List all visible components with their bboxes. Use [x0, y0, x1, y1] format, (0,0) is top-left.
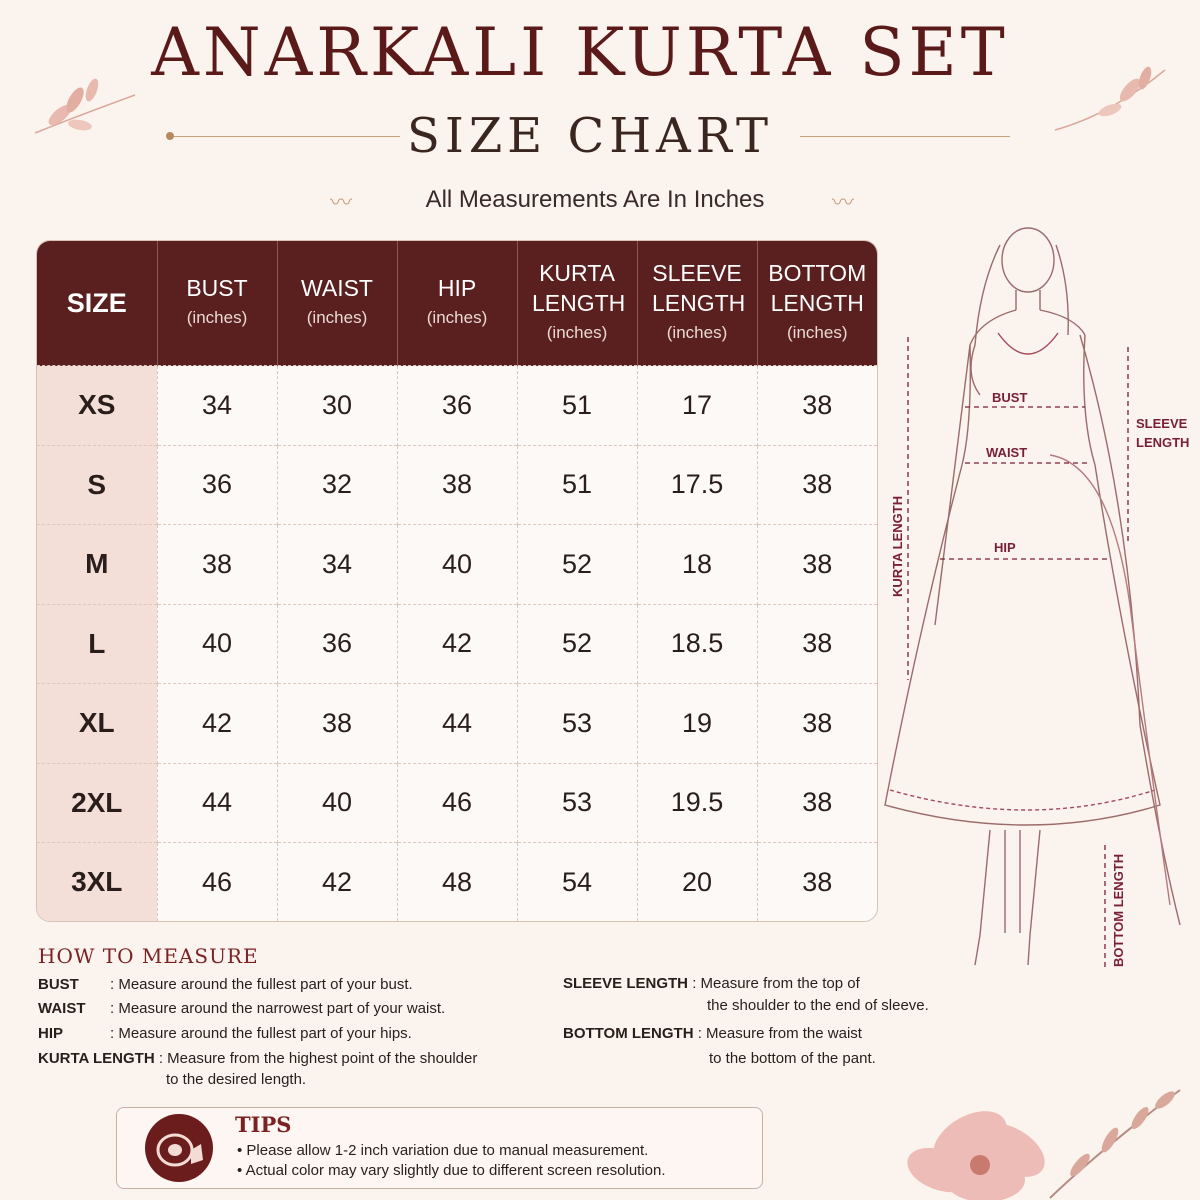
tips-box: [116, 1107, 763, 1189]
figure-label-sleeve-length-2: LENGTH: [1136, 435, 1190, 450]
measurement-cell: 38: [757, 763, 877, 843]
figure-label-sleeve-length-1: SLEEVE: [1136, 416, 1188, 431]
measure-item-bottom-length-cont: to the bottom of the pant.: [709, 1050, 876, 1067]
measurement-cell: 40: [157, 604, 277, 684]
table-row: [37, 445, 877, 525]
swirl-left-icon: 〰: [330, 190, 353, 215]
measurement-cell: 52: [517, 604, 637, 684]
measurement-cell: 38: [157, 525, 277, 605]
measurement-cell: 32: [277, 445, 397, 525]
measurement-cell: 30: [277, 366, 397, 446]
table-row: [37, 763, 877, 843]
column-header-waist: WAIST (inches): [277, 241, 397, 366]
table-row: [37, 604, 877, 684]
swirl-right-icon: 〰: [832, 190, 855, 215]
tips-title: TIPS: [235, 1112, 292, 1137]
figure-label-bust: BUST: [992, 390, 1028, 405]
table-row: [37, 684, 877, 764]
column-header-bottom-length: BOTTOM LENGTH (inches): [757, 241, 877, 366]
measurement-cell: 34: [157, 366, 277, 446]
measurement-cell: 38: [757, 843, 877, 921]
size-cell: S: [37, 445, 157, 525]
table-header-row: [37, 241, 877, 366]
measurement-cell: 38: [757, 445, 877, 525]
figure-label-hip: HIP: [994, 540, 1016, 555]
size-cell: L: [37, 604, 157, 684]
divider-right: [800, 136, 1010, 137]
measure-item-sleeve-length: SLEEVE LENGTH : Measure from the top of: [563, 975, 860, 992]
size-cell: XS: [37, 366, 157, 446]
column-header-size: SIZE: [37, 241, 157, 366]
measurement-cell: 17.5: [637, 445, 757, 525]
units-note: All Measurements Are In Inches: [425, 186, 765, 213]
measurement-cell: 19: [637, 684, 757, 764]
figure-label-kurta-length: KURTA LENGTH: [890, 495, 905, 597]
tip-item: • Actual color may vary slightly due to different screen resolution.: [237, 1162, 666, 1179]
measure-item-bottom-length: BOTTOM LENGTH : Measure from the waist: [563, 1025, 862, 1042]
measurement-cell: 51: [517, 366, 637, 446]
measurement-cell: 19.5: [637, 763, 757, 843]
measurement-cell: 40: [397, 525, 517, 605]
model-illustration: [880, 205, 1200, 985]
measure-item-kurta-length-cont: to the desired length.: [166, 1071, 307, 1088]
measurement-cell: 36: [277, 604, 397, 684]
measurement-cell: 53: [517, 684, 637, 764]
page-subtitle: SIZE CHART: [406, 108, 774, 164]
figure-label-bottom-length: BOTTOM LENGTH: [1111, 853, 1126, 967]
how-to-measure-title: HOW TO MEASURE: [38, 944, 259, 968]
measurement-cell: 53: [517, 763, 637, 843]
measurement-cell: 20: [637, 843, 757, 921]
measure-item-bust: BUST : Measure around the fullest part of your bust.: [38, 976, 413, 993]
size-cell: 3XL: [37, 843, 157, 921]
measurement-cell: 42: [157, 684, 277, 764]
flower-decoration-icon: [880, 1070, 1200, 1200]
column-header-hip: HIP (inches): [397, 241, 517, 366]
subtitle-row: [150, 108, 1030, 168]
measurement-cell: 46: [397, 763, 517, 843]
measurement-cell: 40: [277, 763, 397, 843]
measurement-cell: 52: [517, 525, 637, 605]
measurement-cell: 36: [397, 366, 517, 446]
measure-item-sleeve-length-cont: the shoulder to the end of sleeve.: [707, 997, 929, 1014]
measuring-tape-icon: [145, 1114, 213, 1182]
column-header-sleeve-length: SLEEVE LENGTH (inches): [637, 241, 757, 366]
measurement-cell: 18: [637, 525, 757, 605]
column-header-bust: BUST (inches): [157, 241, 277, 366]
measurement-cell: 17: [637, 366, 757, 446]
measurement-cell: 38: [757, 604, 877, 684]
measurement-cell: 38: [757, 366, 877, 446]
measurement-cell: 44: [397, 684, 517, 764]
measure-item-kurta-length: KURTA LENGTH : Measure from the highest point of the shoulder: [38, 1050, 478, 1067]
size-chart-table: [36, 240, 878, 922]
column-header-kurta-length: KURTA LENGTH (inches): [517, 241, 637, 366]
measurement-cell: 38: [397, 445, 517, 525]
figure-label-waist: WAIST: [986, 445, 1028, 460]
measurement-cell: 38: [277, 684, 397, 764]
measurement-cell: 42: [277, 843, 397, 921]
size-cell: XL: [37, 684, 157, 764]
tip-item: • Please allow 1-2 inch variation due to manual measurement.: [237, 1142, 649, 1159]
measurement-cell: 38: [757, 684, 877, 764]
table-row: [37, 525, 877, 605]
measurement-cell: 48: [397, 843, 517, 921]
measurement-cell: 44: [157, 763, 277, 843]
measure-item-hip: HIP : Measure around the fullest part of your hips.: [38, 1025, 412, 1042]
measurement-cell: 46: [157, 843, 277, 921]
measurement-cell: 51: [517, 445, 637, 525]
measurement-cell: 34: [277, 525, 397, 605]
measurement-cell: 42: [397, 604, 517, 684]
measurement-cell: 18.5: [637, 604, 757, 684]
measurement-cell: 54: [517, 843, 637, 921]
page-title: ANARKALI KURTA SET: [151, 14, 1009, 91]
table-row: [37, 843, 877, 921]
measurement-cell: 36: [157, 445, 277, 525]
table-row: [37, 366, 877, 446]
measure-item-waist: WAIST : Measure around the narrowest part of your waist.: [38, 1000, 446, 1017]
measurement-cell: 38: [757, 525, 877, 605]
size-cell: M: [37, 525, 157, 605]
size-cell: 2XL: [37, 763, 157, 843]
